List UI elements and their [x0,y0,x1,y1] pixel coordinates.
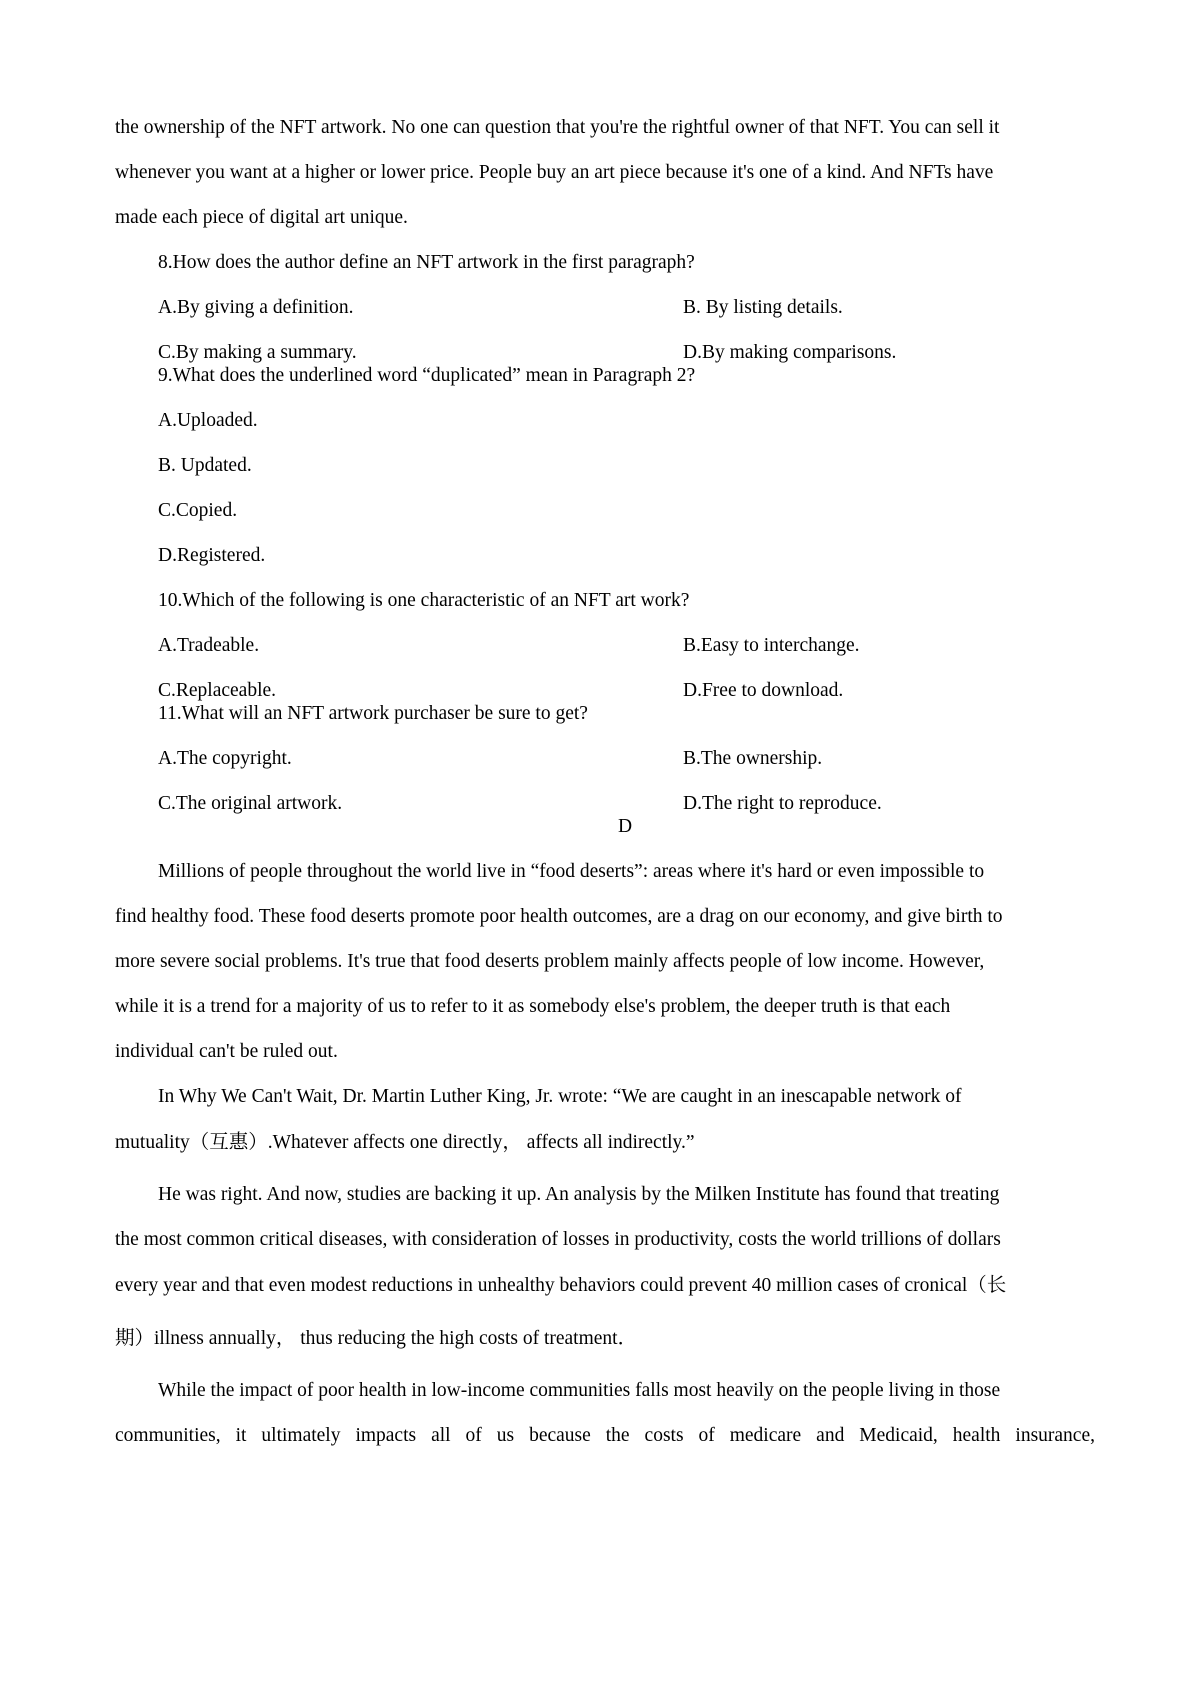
question-9-option-b: B. Updated. [158,455,252,476]
paragraph-line: communities, it ultimately impacts all of us because the costs of medicare and Medicaid, health insurance, [115,1425,1095,1446]
question-11-stem: 11.What will an NFT artwork purchaser be sure to get? [158,703,588,724]
question-9-stem: 9.What does the underlined word “duplicated” mean in Paragraph 2? [158,365,696,386]
paragraph-line: 期）illness annually， thus reducing the high costs of treatment． [115,1328,638,1349]
question-8-option-a: A.By giving a definition. [158,297,354,318]
question-8-stem: 8.How does the author define an NFT artwork in the first paragraph? [158,252,695,273]
paragraph-line: find healthy food. These food deserts promote poor health outcomes, are a drag on our economy, and give birth to [115,906,1003,927]
question-8-option-c: C.By making a summary. [158,342,357,363]
question-11-option-c: C.The original artwork. [158,793,343,814]
question-11-option-a: A.The copyright. [158,748,292,769]
paragraph-line: mutuality（互惠）.Whatever affects one directly， affects all indirectly.” [115,1132,695,1153]
question-10-option-a: A.Tradeable. [158,635,260,656]
paragraph-line: individual can't be ruled out. [115,1041,338,1062]
passage-line: the ownership of the NFT artwork. No one can question that you're the rightful owner of that NFT. You can sell it [115,117,1000,138]
question-10-stem: 10.Which of the following is one characteristic of an NFT art work? [158,590,690,611]
question-9-option-a: A.Uploaded. [158,410,258,431]
section-d-heading: D [617,816,633,837]
question-9-option-d: D.Registered. [158,545,266,566]
question-10-option-b: B.Easy to interchange. [683,635,860,656]
paragraph-line: He was right. And now, studies are backing it up. An analysis by the Milken Institute has found that treating [158,1184,1000,1205]
paragraph-line: every year and that even modest reductions in unhealthy behaviors could prevent 40 million cases of cronical（长 [115,1275,1007,1296]
question-8-option-b: B. By listing details. [683,297,843,318]
paragraph-line: Millions of people throughout the world live in “food deserts”: areas where it's hard or even impossible to [158,861,985,882]
paragraph-line: more severe social problems. It's true that food deserts problem mainly affects people of low income. However, [115,951,985,972]
paragraph-line: the most common critical diseases, with consideration of losses in productivity, costs the world trillions of dollars [115,1229,1001,1250]
paragraph-line: while it is a trend for a majority of us to refer to it as somebody else's problem, the deeper truth is that each [115,996,951,1017]
question-10-option-c: C.Replaceable. [158,680,277,701]
passage-line: made each piece of digital art unique. [115,207,408,228]
question-8-option-d: D.By making comparisons. [683,342,897,363]
paragraph-line: In Why We Can't Wait, Dr. Martin Luther King, Jr. wrote: “We are caught in an inescapable network of [158,1086,962,1107]
paragraph-line: While the impact of poor health in low-income communities falls most heavily on the people living in those [158,1380,1001,1401]
question-9-option-c: C.Copied. [158,500,238,521]
question-10-option-d: D.Free to download. [683,680,844,701]
question-11-option-d: D.The right to reproduce. [683,793,882,814]
passage-line: whenever you want at a higher or lower price. People buy an art piece because it's one of a kind. And NFTs have [115,162,994,183]
question-11-option-b: B.The ownership. [683,748,823,769]
